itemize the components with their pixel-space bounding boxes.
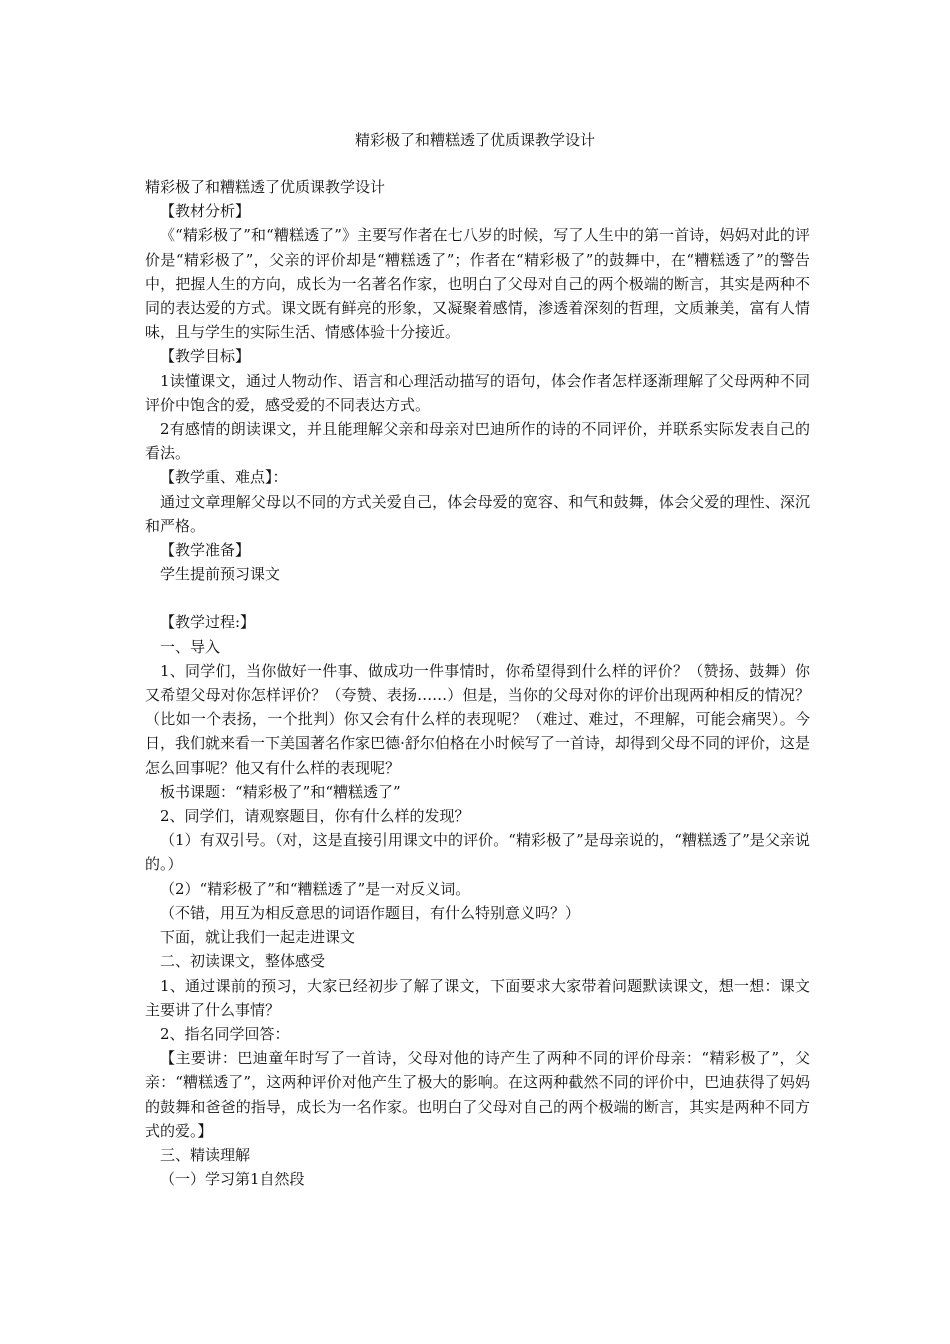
paragraph-study-section-1: （一）学习第1自然段 [160, 1170, 305, 1189]
paragraph-observation-1: （1）有双引号。（对，这是直接引用课文中的评价。“精彩极了”是母亲说的，“糟糕透了”是父亲说的。） [145, 831, 810, 874]
paragraph-main-idea: 【主要讲：巴迪童年时写了一首诗，父母对他的诗产生了两种不同的评价母亲：“精彩极了”，父亲：“糟糕透了”，这两种评价对他产生了极大的影响。在这两种截然不同的评价中，巴迪获得了妈妈的鼓舞和爸爸的指导，成长为一名作家。也明白了父母对自己的两个极端的断言，其实是两种不同方式的爱。】 [145, 1049, 810, 1140]
paragraph-observation-note: （不错，用互为相反意思的词语作题目，有什么特别意义吗？） [160, 903, 581, 922]
paragraph-goal-1: 1读懂课文，通过人物动作、语言和心理活动描写的语句，体会作者怎样逐渐理解了父母两种不同评价中饱含的爱，感受爱的不同表达方式。 [145, 371, 810, 414]
paragraph-preparation: 学生提前预习课文 [160, 565, 281, 584]
paragraph-goal-2: 2有感情的朗读课文，并且能理解父亲和母亲对巴迪所作的诗的不同评价，并联系实际发表自己的看法。 [145, 420, 810, 463]
page-title: 精彩极了和糟糕透了优质课教学设计 [354, 131, 595, 149]
step-heading-close-reading: 三、精读理解 [160, 1145, 251, 1164]
section-heading-key-points: 【教学重、难点】： [160, 468, 288, 487]
paragraph-key-points: 通过文章理解父母以不同的方式关爱自己，体会母爱的宽容、和气和鼓舞，体会父爱的理性、深沉和严格。 [145, 492, 810, 535]
section-heading-teaching-goals: 【教学目标】 [160, 347, 251, 366]
paragraph-board-title: 板书课题：“精彩极了”和“糟糕透了” [160, 782, 401, 801]
paragraph-observation-2: （2）“精彩极了”和“糟糕透了”是一对反义词。 [160, 879, 471, 898]
section-heading-process: 【教学过程:】 [160, 613, 256, 632]
paragraph-reading-2: 2、指名同学回答： [160, 1024, 290, 1043]
step-heading-intro: 一、导入 [160, 637, 221, 656]
paragraph-transition: 下面，就让我们一起走进课文 [160, 928, 356, 947]
step-heading-first-reading: 二、初读课文，整体感受 [160, 952, 326, 971]
section-heading-preparation: 【教学准备】 [160, 541, 251, 560]
paragraph-material-analysis: 《“精彩极了”和“糟糕透了”》主要写作者在七八岁的时候，写了人生中的第一首诗，妈妈对此的评价是“精彩极了”，父亲的评价却是“糟糕透了”；作者在“精彩极了”的鼓舞中，在“糟糕透了”的警告中，把握人生的方向，成长为一名著名作家，也明白了父母对自己的两个极端的断言，其实是两种不同的表达爱的方式。课文既有鲜亮的形象，又凝聚着感情，渗透着深刻的哲理，文质兼美，富有人情味，且与学生的实际生活、情感体验十分接近。 [145, 226, 810, 342]
doc-heading: 精彩极了和糟糕透了优质课教学设计 [145, 178, 386, 196]
paragraph-intro-1: 1、同学们，当你做好一件事、做成功一件事情时，你希望得到什么样的评价？（赞扬、鼓舞）你又希望父母对你怎样评价？（夸赞、表扬……）但是，当你的父母对你的评价出现两种相反的情况？（比如一个表扬，一个批判）你又会有什么样的表现呢？（难过、难过，不理解，可能会痛哭）。今日，我们就来看一下美国著名作家巴德·舒尔伯格在小时候写了一首诗，却得到父母不同的评价，这是怎么回事呢？他又有什么样的表现呢？ [145, 661, 810, 777]
section-heading-material-analysis: 【教材分析】 [160, 202, 251, 221]
paragraph-reading-1: 1、通过课前的预习，大家已经初步了解了课文，下面要求大家带着问题默读课文，想一想：课文主要讲了什么事情？ [145, 976, 810, 1019]
paragraph-intro-2: 2、同学们，请观察题目，你有什么样的发现？ [160, 807, 470, 826]
document-body [145, 175, 810, 1191]
blank-line [145, 586, 810, 610]
